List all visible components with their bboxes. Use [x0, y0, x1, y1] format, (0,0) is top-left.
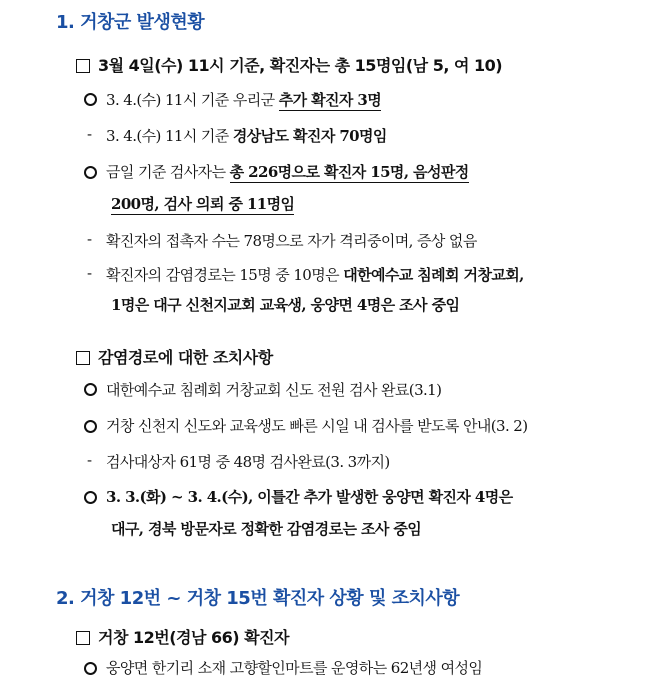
subsection-heading-text: 감염경로에 대한 조치사항 [98, 348, 273, 367]
checkbox-square-icon [76, 59, 90, 73]
subsection-heading-text: 3월 4일(수) 11시 기준, 확진자는 총 15명임(남 5, 여 10) [98, 56, 503, 75]
list-item-continued [111, 193, 294, 214]
item-text: 3. 4.(수) 11시 기준 우리군 [106, 91, 279, 109]
list-item [106, 161, 469, 182]
dash-bullet: - [87, 451, 93, 469]
item-text: 확진자의 감염경로는 15명 중 10명은 [106, 266, 344, 284]
dash-bullet: - [87, 264, 93, 282]
circle-bullet-icon [84, 662, 97, 675]
dash-bullet: - [87, 125, 93, 143]
section-1-title: 1. 거창군 발생현황 [56, 12, 205, 33]
circle-bullet-icon [84, 166, 97, 179]
section-2-title: 2. 거창 12번 ~ 거창 15번 확진자 상황 및 조치사항 [56, 588, 460, 609]
item-emphasis: 추가 확진자 3명 [278, 91, 382, 109]
list-item [106, 89, 381, 110]
checkbox-square-icon [76, 351, 90, 365]
list-item [106, 264, 524, 285]
checkbox-square-icon [76, 631, 90, 645]
item-text: 3. 4.(수) 11시 기준 [106, 127, 233, 145]
item-emphasis: 대한예수교 침례회 거창교회, [343, 266, 524, 284]
list-item: 확진자의 접촉자 수는 78명으로 자가 격리중이며, 증상 없음 [106, 232, 477, 250]
list-item-continued: 1명은 대구 신천지교회 교육생, 웅양면 4명은 조사 중임 [111, 296, 460, 314]
list-item: 3. 3.(화) ~ 3. 4.(수), 이틀간 추가 발생한 웅양면 확진자 4명은 [106, 488, 513, 506]
circle-bullet-icon [84, 491, 97, 504]
list-item: 검사대상자 61명 중 48명 검사완료(3. 3까지) [106, 453, 390, 471]
item-emphasis: 총 226명으로 확진자 15명, 음성판정 [229, 163, 469, 181]
subsection-heading-measures [76, 345, 273, 368]
list-item: 거창 신천지 신도와 교육생도 빠른 시일 내 검사를 받도록 안내(3. 2) [106, 417, 528, 435]
dash-bullet: - [87, 230, 93, 248]
list-item-continued: 대구, 경북 방문자로 정확한 감염경로는 조사 중임 [111, 520, 422, 538]
item-text: 금일 기준 검사자는 [106, 163, 230, 181]
item-emphasis: 경상남도 확진자 70명임 [232, 127, 387, 145]
circle-bullet-icon [84, 420, 97, 433]
circle-bullet-icon [84, 383, 97, 396]
subsection-heading-case12 [76, 625, 289, 648]
subsection-heading-text: 거창 12번(경남 66) 확진자 [98, 628, 290, 647]
list-item [106, 125, 387, 146]
subsection-heading-status [76, 53, 502, 76]
item-emphasis: 200명, 검사 의뢰 중 11명임 [111, 195, 295, 213]
list-item: 대한예수교 침례회 거창교회 신도 전원 검사 완료(3.1) [106, 381, 442, 399]
list-item: 웅양면 한기리 소재 고향할인마트를 운영하는 62년생 여성임 [106, 659, 483, 677]
circle-bullet-icon [84, 93, 97, 106]
